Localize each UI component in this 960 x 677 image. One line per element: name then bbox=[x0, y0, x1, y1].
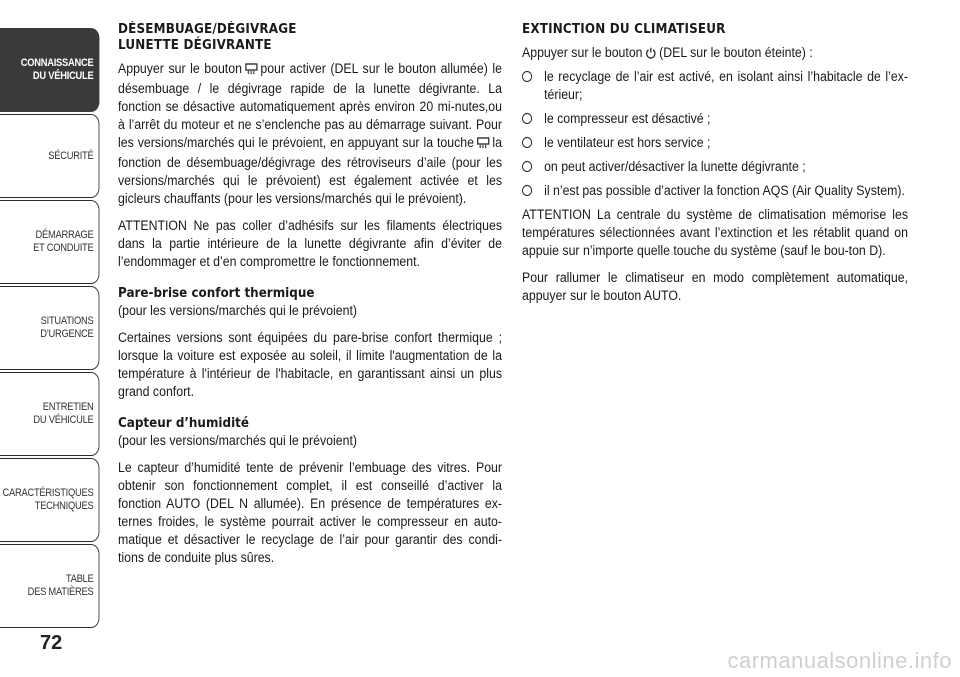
tab-table-des-matieres[interactable] bbox=[0, 544, 99, 628]
subtitle-pare-brise: (pour les versions/marchés qui le prévoient) bbox=[118, 303, 357, 318]
extinction-bullet-list bbox=[522, 68, 908, 200]
tab-securite[interactable] bbox=[0, 114, 99, 198]
heading-capteur: Capteur d’humidité bbox=[118, 416, 249, 431]
bullet-circle-icon bbox=[522, 71, 532, 82]
paragraph-desembuage bbox=[118, 60, 502, 208]
list-item bbox=[522, 134, 908, 152]
list-item bbox=[522, 110, 908, 128]
rear-window-defrost-icon bbox=[245, 62, 258, 80]
subtitle-capteur: (pour les versions/marchés qui le prévoient) bbox=[118, 433, 357, 448]
power-off-icon bbox=[645, 46, 656, 64]
page-number: 72 bbox=[40, 632, 63, 654]
bullet-circle-icon bbox=[522, 185, 532, 196]
tab-label: DÉMARRAGE ET CONDUITE bbox=[33, 229, 94, 254]
paragraph-attention-filaments: ATTENTION Ne pas coller d’adhésifs sur les filaments électriques dans la partie intérieure de la lunette dégivrante afin d’éviter de l’endommager et d’en compromettre le fonctionnement. bbox=[118, 218, 503, 269]
list-item-text: le recyclage de l’air est activé, en isolant ainsi l’habitacle de l’ex-térieur; bbox=[544, 69, 909, 102]
tab-situations-d-urgence[interactable] bbox=[0, 286, 99, 370]
list-item bbox=[522, 68, 908, 104]
bullet-circle-icon bbox=[522, 137, 532, 148]
tab-label: CARACTÉRISTIQUES TECHNIQUES bbox=[2, 487, 94, 512]
right-column bbox=[522, 22, 908, 314]
tab-label: SÉCURITÉ bbox=[48, 149, 94, 162]
list-item-text: le compresseur est désactivé ; bbox=[544, 111, 711, 126]
tab-entretien-du-vehicule[interactable] bbox=[0, 372, 99, 456]
paragraph-extinction-intro bbox=[522, 44, 908, 64]
tab-label: CONNAISSANCE DU VÉHICULE bbox=[20, 57, 94, 82]
paragraph-pare-brise: Certaines versions sont équipées du pare-brise confort thermique ; lorsque la voiture est exposée au soleil, il limite l'augmentation de la température à l'intérieur de l'habitacle, en garantissant ainsi un plus grand confort. bbox=[118, 330, 503, 399]
tab-demarrage-et-conduite[interactable] bbox=[0, 200, 99, 284]
heading-pare-brise: Pare-brise confort thermique bbox=[118, 286, 315, 301]
bullet-circle-icon bbox=[522, 161, 532, 172]
list-item bbox=[522, 158, 908, 176]
paragraph-rallumer: Pour rallumer le climatiseur en modo complètement automatique, appuyer sur le bouton AUTO. bbox=[522, 270, 909, 303]
title-line: DÉSEMBUAGE/DÉGIVRAGE bbox=[118, 22, 297, 37]
paragraph-capteur: Le capteur d’humidité tente de prévenir l’embuage des vitres. Pour obtenir son fonctionnement complet, il est conseillé d’activer la fonction AUTO (DEL N allumée). En présence de températures ex-ternes froides, le système pourrait activer le compresseur en auto-matique et désactiver le recyclage de l’air pour garantir des condi-tions de conduite plus sûres. bbox=[118, 460, 503, 565]
paragraph-attention-centrale: ATTENTION La centrale du système de climatisation mémorise les températures sélectionnées avant l’extinction et les rétablit quand on appuie sur n’importe quelle touche du système (sauf le bou-ton D). bbox=[522, 207, 909, 258]
section-title-desembuage bbox=[118, 22, 502, 54]
text: pour activer (DEL sur le bouton allumée) le désembuage / le dégivrage rapide de la lunette dégivrante. La fonction se désactive automatiquement après environ 20 mi-nutes,ou à l’arrêt du moteur et ne s’enclenche pas au démarrage suivant. Pour les versions/marchés qui le prévoient, en appuyant sur la touche bbox=[118, 61, 503, 150]
tab-label: SITUATIONS D’URGENCE bbox=[40, 315, 94, 340]
tab-caracteristiques-techniques[interactable] bbox=[0, 458, 99, 542]
text: (DEL sur le bouton éteinte) : bbox=[659, 45, 813, 60]
tab-label: ENTRETIEN DU VÉHICULE bbox=[33, 401, 94, 426]
tab-connaissance-du-vehicule[interactable] bbox=[0, 28, 99, 112]
list-item-text: le ventilateur est hors service ; bbox=[544, 135, 711, 150]
text: Appuyer sur le bouton bbox=[118, 61, 242, 76]
bullet-circle-icon bbox=[522, 113, 532, 124]
list-item-text: il n’est pas possible d’activer la fonction AQS (Air Quality System). bbox=[544, 183, 905, 198]
title-line: LUNETTE DÉGIVRANTE bbox=[118, 38, 272, 53]
text: Appuyer sur le bouton bbox=[522, 45, 643, 60]
list-item bbox=[522, 182, 908, 200]
text: la fonction de désembuage/dégivrage des rétroviseurs d’aile (pour les versions/marchés qui le prévoient) est également activée et les gicleurs chauffants (pour les versions/marchés qui le prévoient). bbox=[118, 135, 503, 206]
section-title-extinction: EXTINCTION DU CLIMATISEUR bbox=[522, 22, 726, 37]
rear-window-defrost-icon bbox=[477, 136, 490, 154]
tab-label: TABLE DES MATIÈRES bbox=[27, 573, 94, 598]
list-item-text: on peut activer/désactiver la lunette dégivrante ; bbox=[544, 159, 806, 174]
watermark: carmanualsonline.info bbox=[727, 648, 952, 673]
left-column bbox=[118, 22, 502, 576]
